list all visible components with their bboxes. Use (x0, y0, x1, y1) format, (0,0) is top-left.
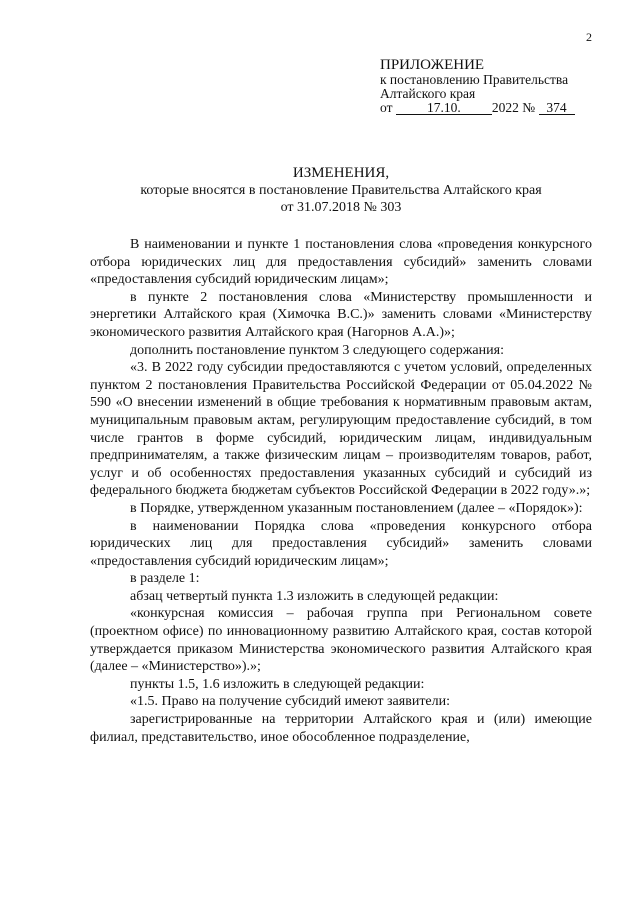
paragraph: «3. В 2022 году субсидии предоставляются с учетом условий, определенных пунктом 2 постановления Правительства Российской Федерации от 05.04.2022 № 590 «О внесении изменений в общие требования к нормативным правовым актам, муниципальным правовым актам, регулирующим предоставление субсидий, в том числе грантов в форме субсидий, юридическим лицам, индивидуальным предпринимателям, а также физическим лицам – производителям товаров, работ, услуг и об особенностях предоставления указанных субсидий и субсидий из федерального бюджета бюджетам субъектов Российской Федерации в 2022 году».»; (90, 360, 592, 499)
heading-reference: от 31.07.2018 № 303 (280, 200, 402, 215)
paragraph: в разделе 1: (130, 571, 200, 587)
appendix-block (380, 57, 610, 115)
paragraph: пункты 1.5, 1.6 изложить в следующей редакции: (130, 676, 425, 692)
document-heading (90, 165, 592, 216)
paragraph: в Порядке, утвержденном указанным постановлением (далее – «Порядок»): (130, 500, 583, 516)
paragraph: зарегистрированные на территории Алтайского края и (или) имеющие филиал, представительство, иное обособленное подразделение, (90, 712, 592, 745)
resolution-number: 374 (539, 102, 575, 115)
appendix-title: ПРИЛОЖЕНИЕ (380, 57, 485, 73)
page-number: 2 (586, 30, 592, 44)
appendix-line-2: Алтайского края (380, 86, 476, 101)
paragraph: абзац четвертый пункта 1.3 изложить в следующей редакции: (130, 588, 499, 604)
paragraph: в пункте 2 постановления слова «Министерству промышленности и энергетики Алтайского края (Химочка В.С.)» заменить словами «Министерству экономического развития Алтайского края (Нагорнов А.А.)»; (90, 289, 592, 340)
heading-title: ИЗМЕНЕНИЯ, (292, 165, 390, 181)
heading-subtitle: которые вносятся в постановление Правительства Алтайского края (140, 183, 542, 198)
appendix-line-1: к постановлению Правительства (380, 72, 569, 87)
resolution-date: 17.10. (396, 102, 492, 115)
paragraph: в наименовании Порядка слова «проведения конкурсного отбора юридических лиц для предоставления субсидий» заменить словами «предоставления субсидий юридическим лицам»; (90, 518, 592, 569)
resolution-year: 2022 (491, 100, 519, 115)
paragraph: «1.5. Право на получение субсидий имеют заявители: (130, 694, 451, 710)
paragraph: В наименовании и пункте 1 постановления слова «проведения конкурсного отбора юридических лиц для предоставления субсидий» заменить словами «предоставления субсидий юридическим лицам»; (90, 237, 592, 288)
appendix-date-line (380, 101, 610, 115)
document-body (90, 236, 592, 746)
number-sign: № (522, 100, 536, 115)
paragraph: дополнить постановление пунктом 3 следующего содержания: (130, 342, 504, 358)
date-prefix: от (380, 100, 393, 115)
paragraph: «конкурсная комиссия – рабочая группа при Региональном совете (проектном офисе) по инновационному развитию Алтайского края, состав которой утверждается приказом Министерства экономического развития Алтайского края (далее – «Министерство»).»; (90, 606, 592, 675)
